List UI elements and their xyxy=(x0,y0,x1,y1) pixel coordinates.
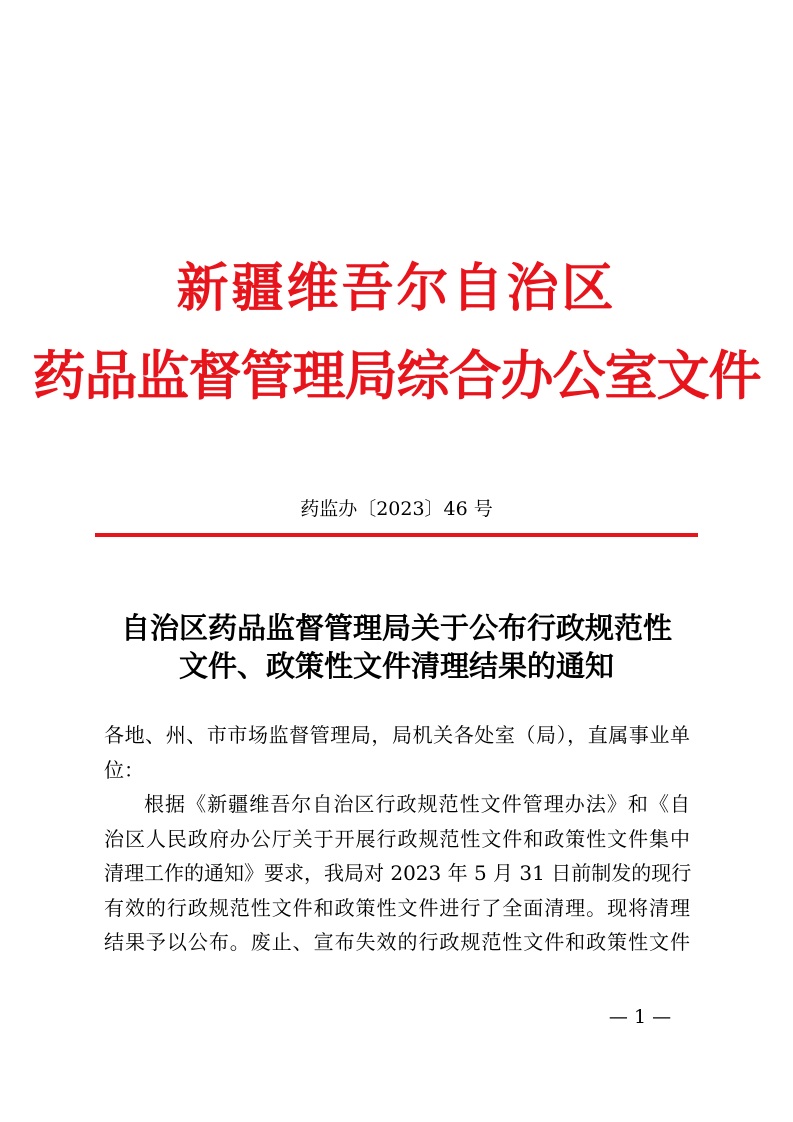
document-title-line-2: 文件、政策性文件清理结果的通知 xyxy=(178,649,614,683)
issuer-header-line-2: 药品监督管理局综合办公室文件 xyxy=(32,345,761,407)
paragraph-line-1: 根据《新疆维吾尔自治区行政规范性文件管理办法》和《自 xyxy=(144,792,690,816)
red-divider-line xyxy=(95,533,698,537)
paragraph-line-2: 治区人民政府办公厅关于开展行政规范性文件和政策性文件集中 xyxy=(104,826,690,851)
document-title-line-1: 自治区药品监督管理局关于公布行政规范性 xyxy=(120,611,672,645)
recipients-line-1: 各地、州、市市场监督管理局，局机关各处室（局），直属事业单 xyxy=(104,723,690,747)
page-number: — 1 — xyxy=(608,1006,672,1028)
document-title xyxy=(0,609,793,685)
paragraph-line-5: 结果予以公布。废止、宣布失效的行政规范性文件和政策性文件 xyxy=(104,930,690,954)
issuer-header-line-1: 新疆维吾尔自治区 xyxy=(176,258,617,319)
paragraph-line-3: 清理工作的通知》要求，我局对 2023 年 5 月 31 日前制发的现行 xyxy=(104,861,692,885)
document-body xyxy=(104,718,690,960)
recipients-line-2: 位： xyxy=(104,757,144,782)
document-number: 药监办〔2023〕46 号 xyxy=(300,498,493,520)
paragraph-line-4: 有效的行政规范性文件和政策性文件进行了全面清理。现将清理 xyxy=(104,895,690,920)
